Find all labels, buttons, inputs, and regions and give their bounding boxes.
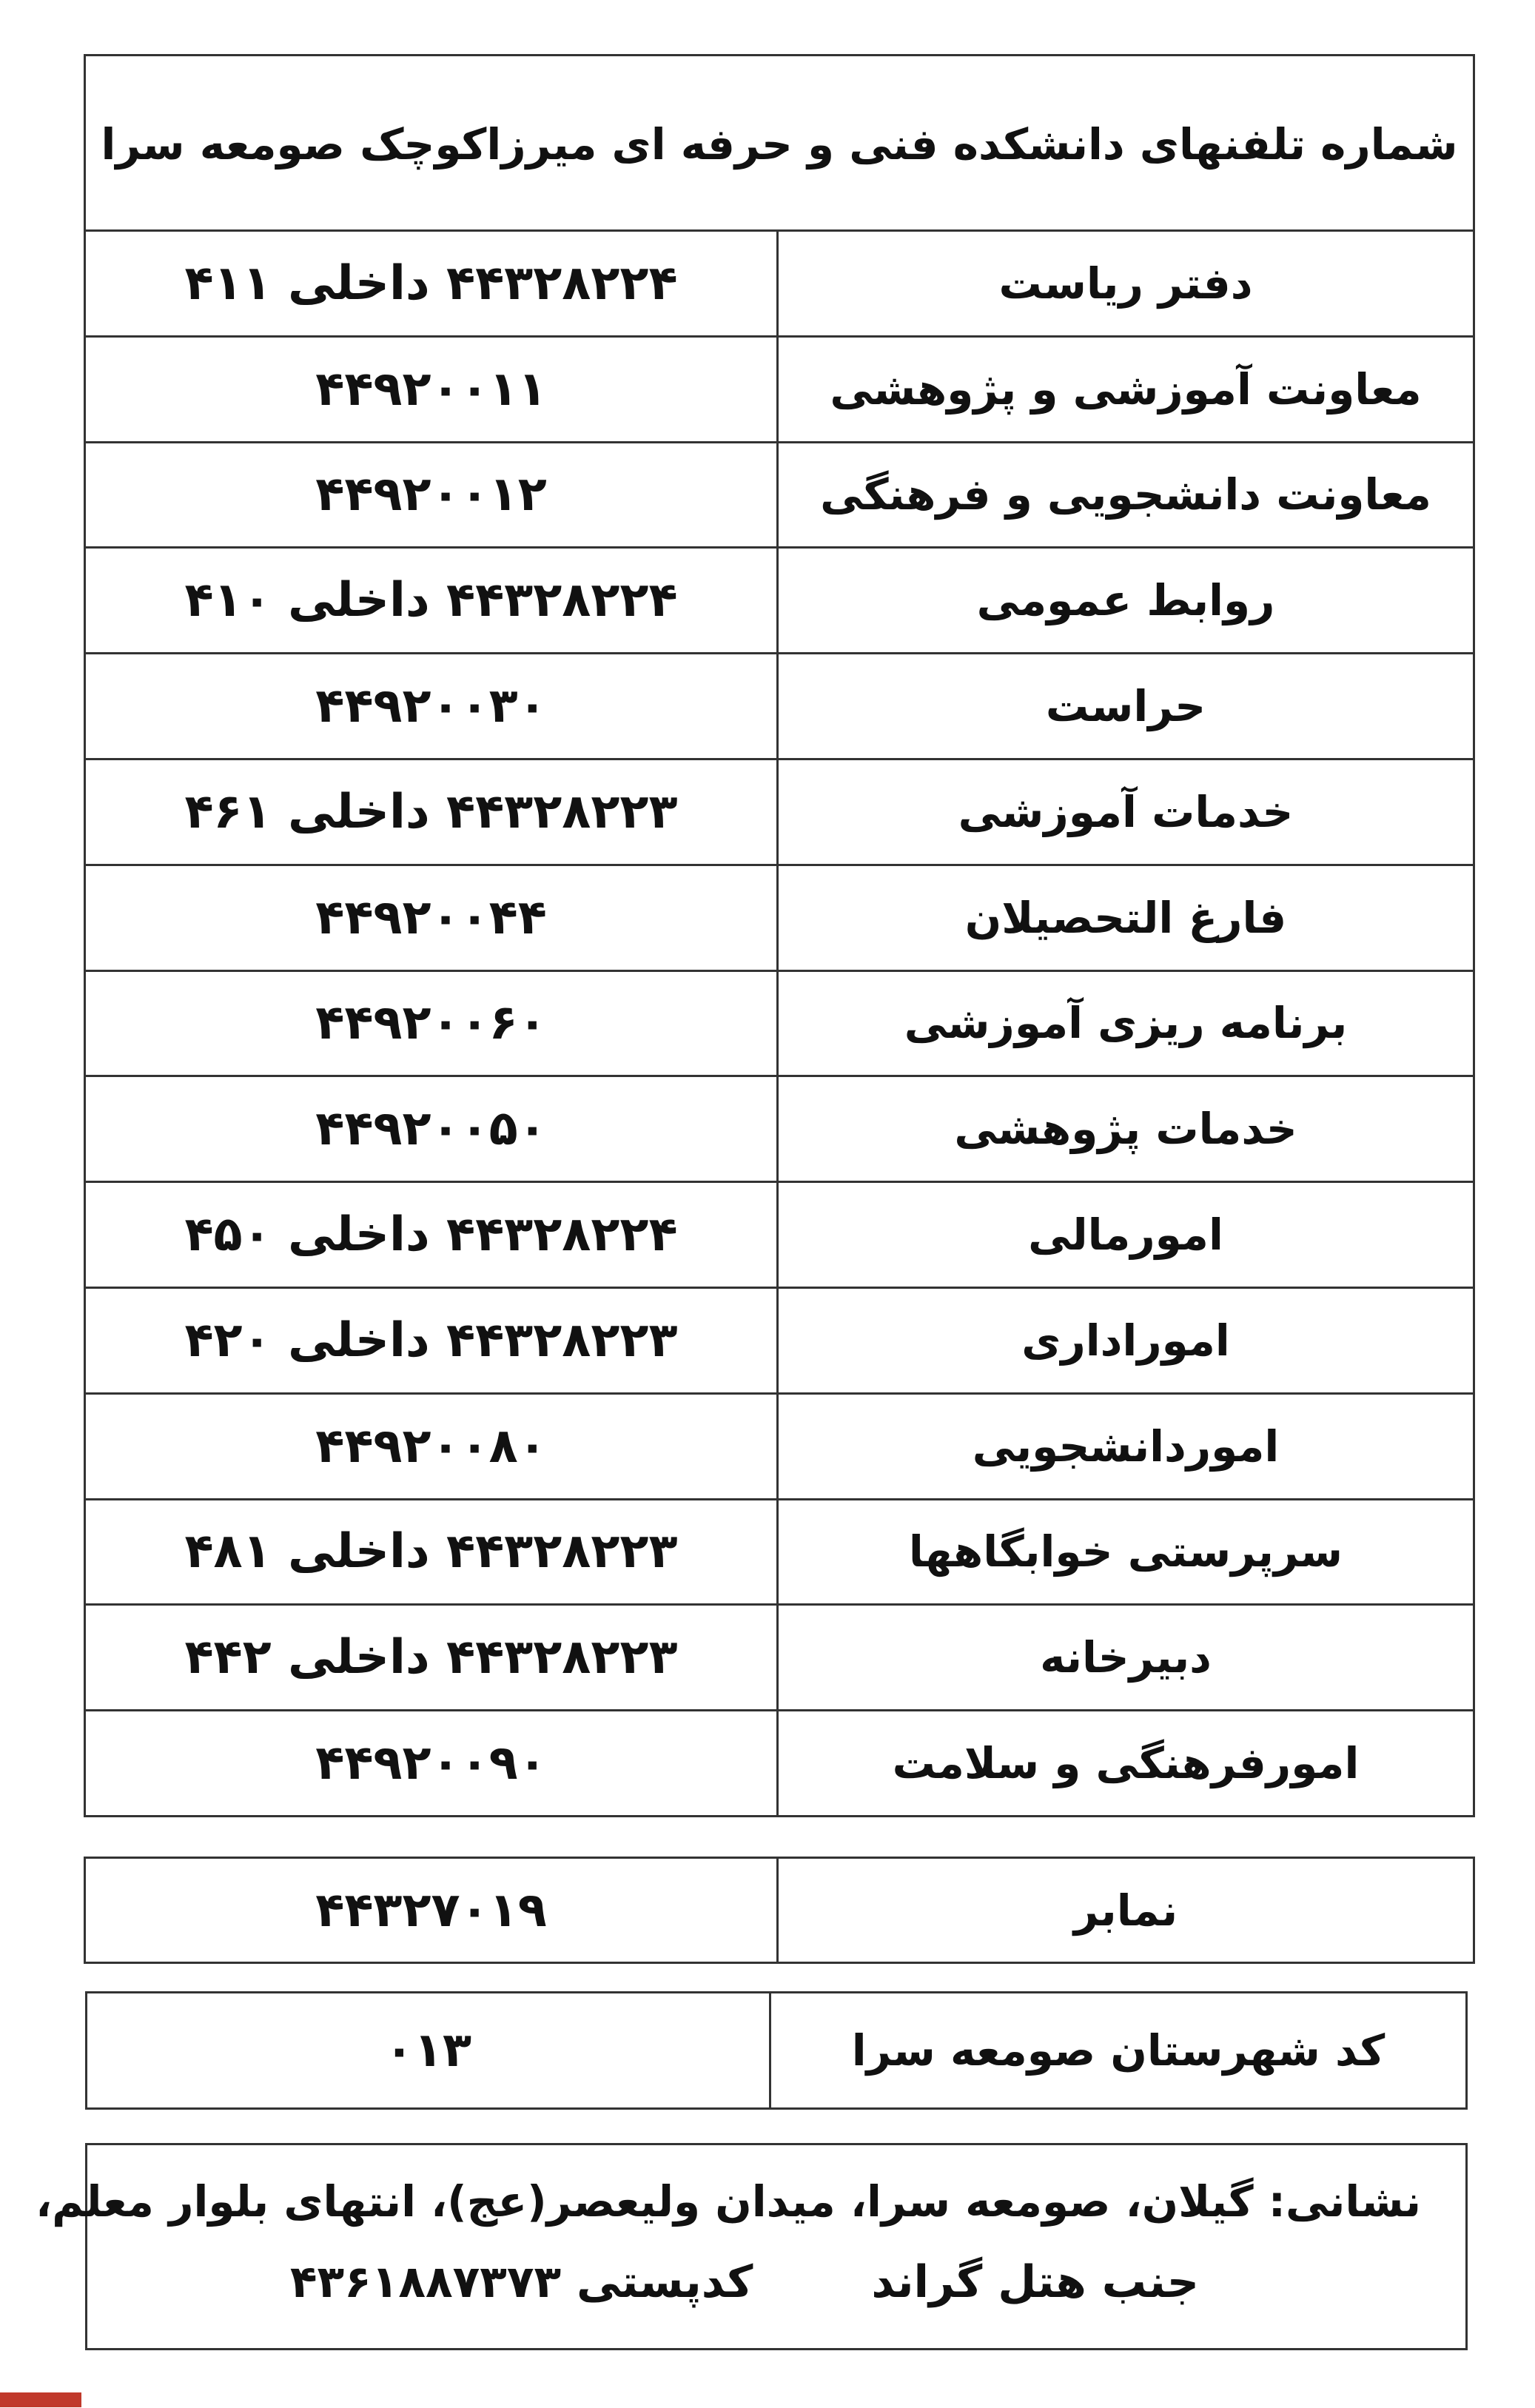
city-code-label: کد شهرستان صومعه سرا [770, 1993, 1467, 2109]
table-row [85, 1182, 1474, 1288]
table-row [85, 654, 1474, 759]
table-row [85, 231, 1474, 337]
table-row [85, 442, 1474, 548]
phone-number: ۴۴۹۲۰۰۴۴ [85, 865, 778, 970]
table-row [85, 336, 1474, 442]
table-row [85, 865, 1474, 970]
phone-number: ۴۴۳۲۸۲۲۳ داخلی ۴۶۱ [85, 759, 778, 865]
address-line-2 [132, 2256, 1421, 2308]
department-name: فارغ التحصیلان [778, 865, 1474, 970]
phone-number: ۴۴۹۲۰۰۸۰ [85, 1393, 778, 1499]
table-row [85, 1711, 1474, 1817]
department-name: خدمات آموزشی [778, 759, 1474, 865]
department-name: دفتر ریاست [778, 231, 1474, 337]
department-name: دبیرخانه [778, 1605, 1474, 1711]
department-name: خدمات پژوهشی [778, 1076, 1474, 1182]
fax-value: ۴۴۳۲۷۰۱۹ [85, 1858, 778, 1963]
department-name: امورفرهنگی و سلامت [778, 1711, 1474, 1817]
phone-number: ۴۴۳۲۸۲۲۳ داخلی ۴۸۱ [85, 1499, 778, 1605]
phone-number: ۴۴۹۲۰۰۱۲ [85, 442, 778, 548]
city-code-value: ۰۱۳ [87, 1993, 770, 2109]
table-row [85, 548, 1474, 654]
department-name: برنامه ریزی آموزشی [778, 970, 1474, 1076]
table-row [85, 759, 1474, 865]
phone-number: ۴۴۳۲۸۲۲۳ داخلی ۴۴۲ [85, 1605, 778, 1711]
title-box [84, 54, 1475, 232]
page-title: شماره تلفنهای دانشکده فنی و حرفه ای میرزاکوچک صومعه سرا [101, 118, 1458, 170]
city-code-table [85, 1991, 1468, 2110]
postal-code: کدپستی ۴۳۶۱۸۸۷۳۷۳ [289, 2256, 753, 2308]
table-row [85, 1393, 1474, 1499]
department-name: اموردانشجویی [778, 1393, 1474, 1499]
phone-table [84, 229, 1475, 1817]
department-name: حراست [778, 654, 1474, 759]
department-name: معاونت آموزشی و پژوهشی [778, 336, 1474, 442]
phone-number: ۴۴۳۲۸۲۲۳ داخلی ۴۲۰ [85, 1287, 778, 1393]
table-row [85, 1499, 1474, 1605]
table-row [85, 1287, 1474, 1393]
phone-number: ۴۴۳۲۸۲۲۴ داخلی ۴۱۱ [85, 231, 778, 337]
address-line-1: نشانی: گیلان، صومعه سرا، میدان ولیعصر(عج)، انتهای بلوار معلم، [36, 2176, 1421, 2227]
table-row [87, 1993, 1467, 2109]
phone-number: ۴۴۳۲۸۲۲۴ داخلی ۴۱۰ [85, 548, 778, 654]
department-name: امورمالی [778, 1182, 1474, 1288]
watermark-logo [0, 2392, 81, 2407]
department-name: معاونت دانشجویی و فرهنگی [778, 442, 1474, 548]
phone-number: ۴۴۹۲۰۰۳۰ [85, 654, 778, 759]
phone-number: ۴۴۹۲۰۰۵۰ [85, 1076, 778, 1182]
department-name: روابط عمومی [778, 548, 1474, 654]
address-box [36, 2143, 1468, 2350]
phone-number: ۴۴۹۲۰۰۹۰ [85, 1711, 778, 1817]
table-row [85, 1858, 1474, 1963]
phone-number: ۴۴۹۲۰۰۶۰ [85, 970, 778, 1076]
phone-number: ۴۴۳۲۸۲۲۴ داخلی ۴۵۰ [85, 1182, 778, 1288]
fax-label: نمابر [778, 1858, 1474, 1963]
address-place: جنب هتل گراند [871, 2256, 1199, 2308]
table-row [85, 970, 1474, 1076]
department-name: اموراداری [778, 1287, 1474, 1393]
table-row [85, 1076, 1474, 1182]
fax-table [84, 1857, 1475, 1964]
table-row [85, 1605, 1474, 1711]
department-name: سرپرستی خوابگاهها [778, 1499, 1474, 1605]
phone-number: ۴۴۹۲۰۰۱۱ [85, 336, 778, 442]
